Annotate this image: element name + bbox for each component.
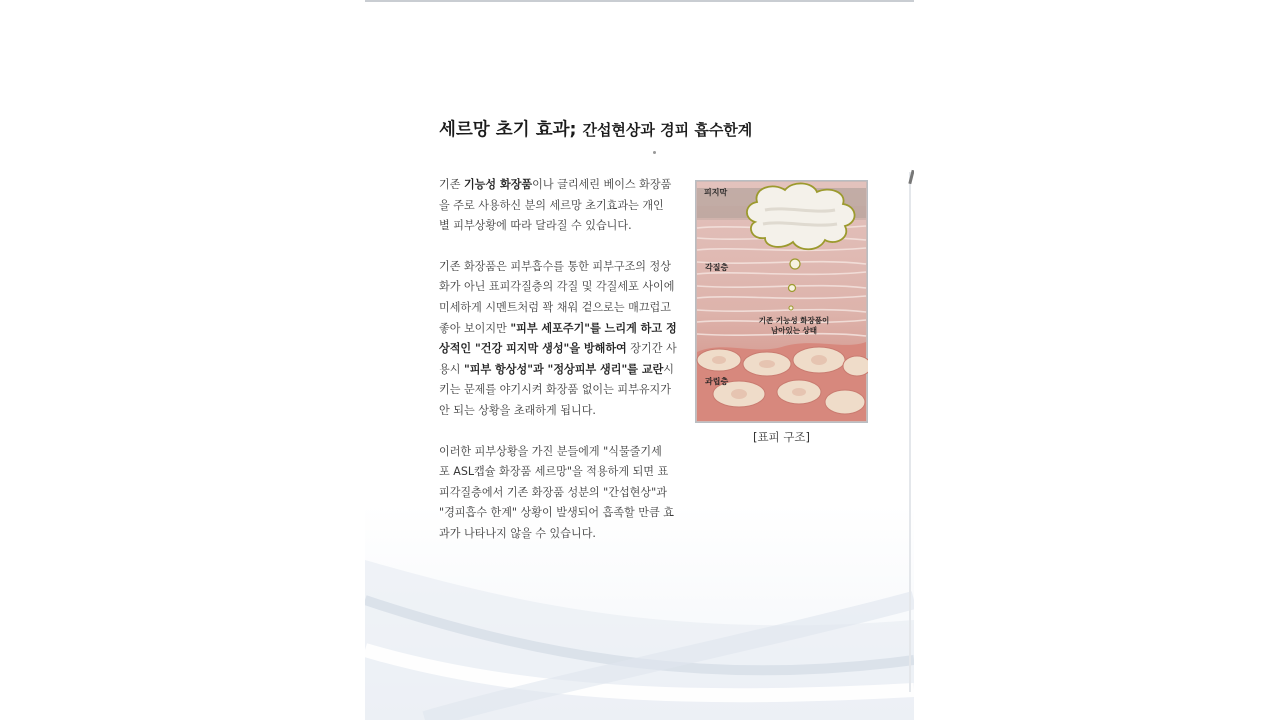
text-line [439,442,663,463]
residue-bubble-small [789,306,793,310]
text-line [439,380,671,401]
text-run: 화가 아닌 표피각질층의 각질 및 각질세포 사이에 [439,280,675,294]
text-run: 이러한 피부상황을 가진 분들에게 "식물줄기세 [439,444,662,458]
text-line [439,503,674,524]
text-run: "경피흡수 한계" 상황이 발생되어 흡족할 만큼 효 [439,506,674,520]
text-line [439,277,675,298]
note-line-2: 남아있는 상태 [770,326,818,335]
body-text [439,175,677,565]
text-line [439,257,671,278]
body-paragraph [439,175,672,237]
text-run: 기존 화장품은 피부흡수를 통한 피부구조의 정상 [439,259,671,273]
body-paragraph [439,257,677,422]
emphasis-text: "피부 항상성"과 "정상피부 생리"를 교란 [463,362,664,376]
text-run: 키는 문제를 야기시켜 화장품 없이는 피부유지가 [439,383,671,397]
text-run: 미세하게 시멘트처럼 꽉 채워 겉으로는 매끄럽고 [439,300,671,314]
text-line [439,524,663,545]
text-run: 별 피부상황에 따라 달라질 수 있습니다. [439,219,632,233]
page-edge-shadow [909,172,911,692]
text-run: 시 [663,362,675,376]
text-run: 장기간 사 [626,342,677,356]
text-run: 좋아 보이지만 [439,321,511,335]
text-line [439,401,663,422]
emphasis-text: 상적인 "건강 피지막 생성"을 방해하여 [439,342,627,356]
text-run: 과가 나타나지 않을 수 있습니다. [439,526,596,540]
text-run: 을 주로 사용하신 분의 세르망 초기효과는 개인 [439,198,664,212]
title-main: 세르망 초기 효과; [439,120,577,140]
title-sub: 간섭현상과 경피 흡수한계 [582,121,753,139]
note-line-1: 기존 기능성 화장품이 [758,316,830,325]
text-line [439,216,663,237]
label-granular: 과립층 [705,377,729,386]
text-run: 포 ASL캡슐 화장품 세르망"을 적용하게 되면 표 [439,465,669,479]
emphasis-text: 기능성 화장품 [463,178,533,191]
text-run: 이나 글리세린 베이스 화장품 [532,178,672,191]
text-line [439,196,663,217]
text-run: 기존 [439,178,464,191]
page-speck [653,151,656,154]
body-paragraph [439,442,674,545]
text-line [439,483,667,504]
epidermis-figure [695,180,868,423]
page-title [439,116,859,141]
text-line [439,175,672,196]
text-run: 용시 [439,362,464,376]
text-line [439,298,671,319]
emphasis-text: "피부 세포주기"를 느리게 하고 정 [510,321,677,335]
document-page [365,0,914,720]
text-line [439,339,677,360]
text-line [439,360,675,381]
text-run: 피각질층에서 기존 화장품 성분의 "간섭현상"과 [439,485,667,499]
label-sebum: 피지막 [704,188,728,197]
residue-bubble-large [790,259,800,269]
residue-bubble-medium [789,285,796,292]
figure-caption: [표피 구조] [752,430,811,444]
text-line [439,319,677,340]
text-line [439,462,669,483]
text-run: 안 되는 상황을 초래하게 됩니다. [439,403,596,417]
epidermis-illustration [695,180,868,423]
label-stratum: 각질층 [705,263,729,272]
